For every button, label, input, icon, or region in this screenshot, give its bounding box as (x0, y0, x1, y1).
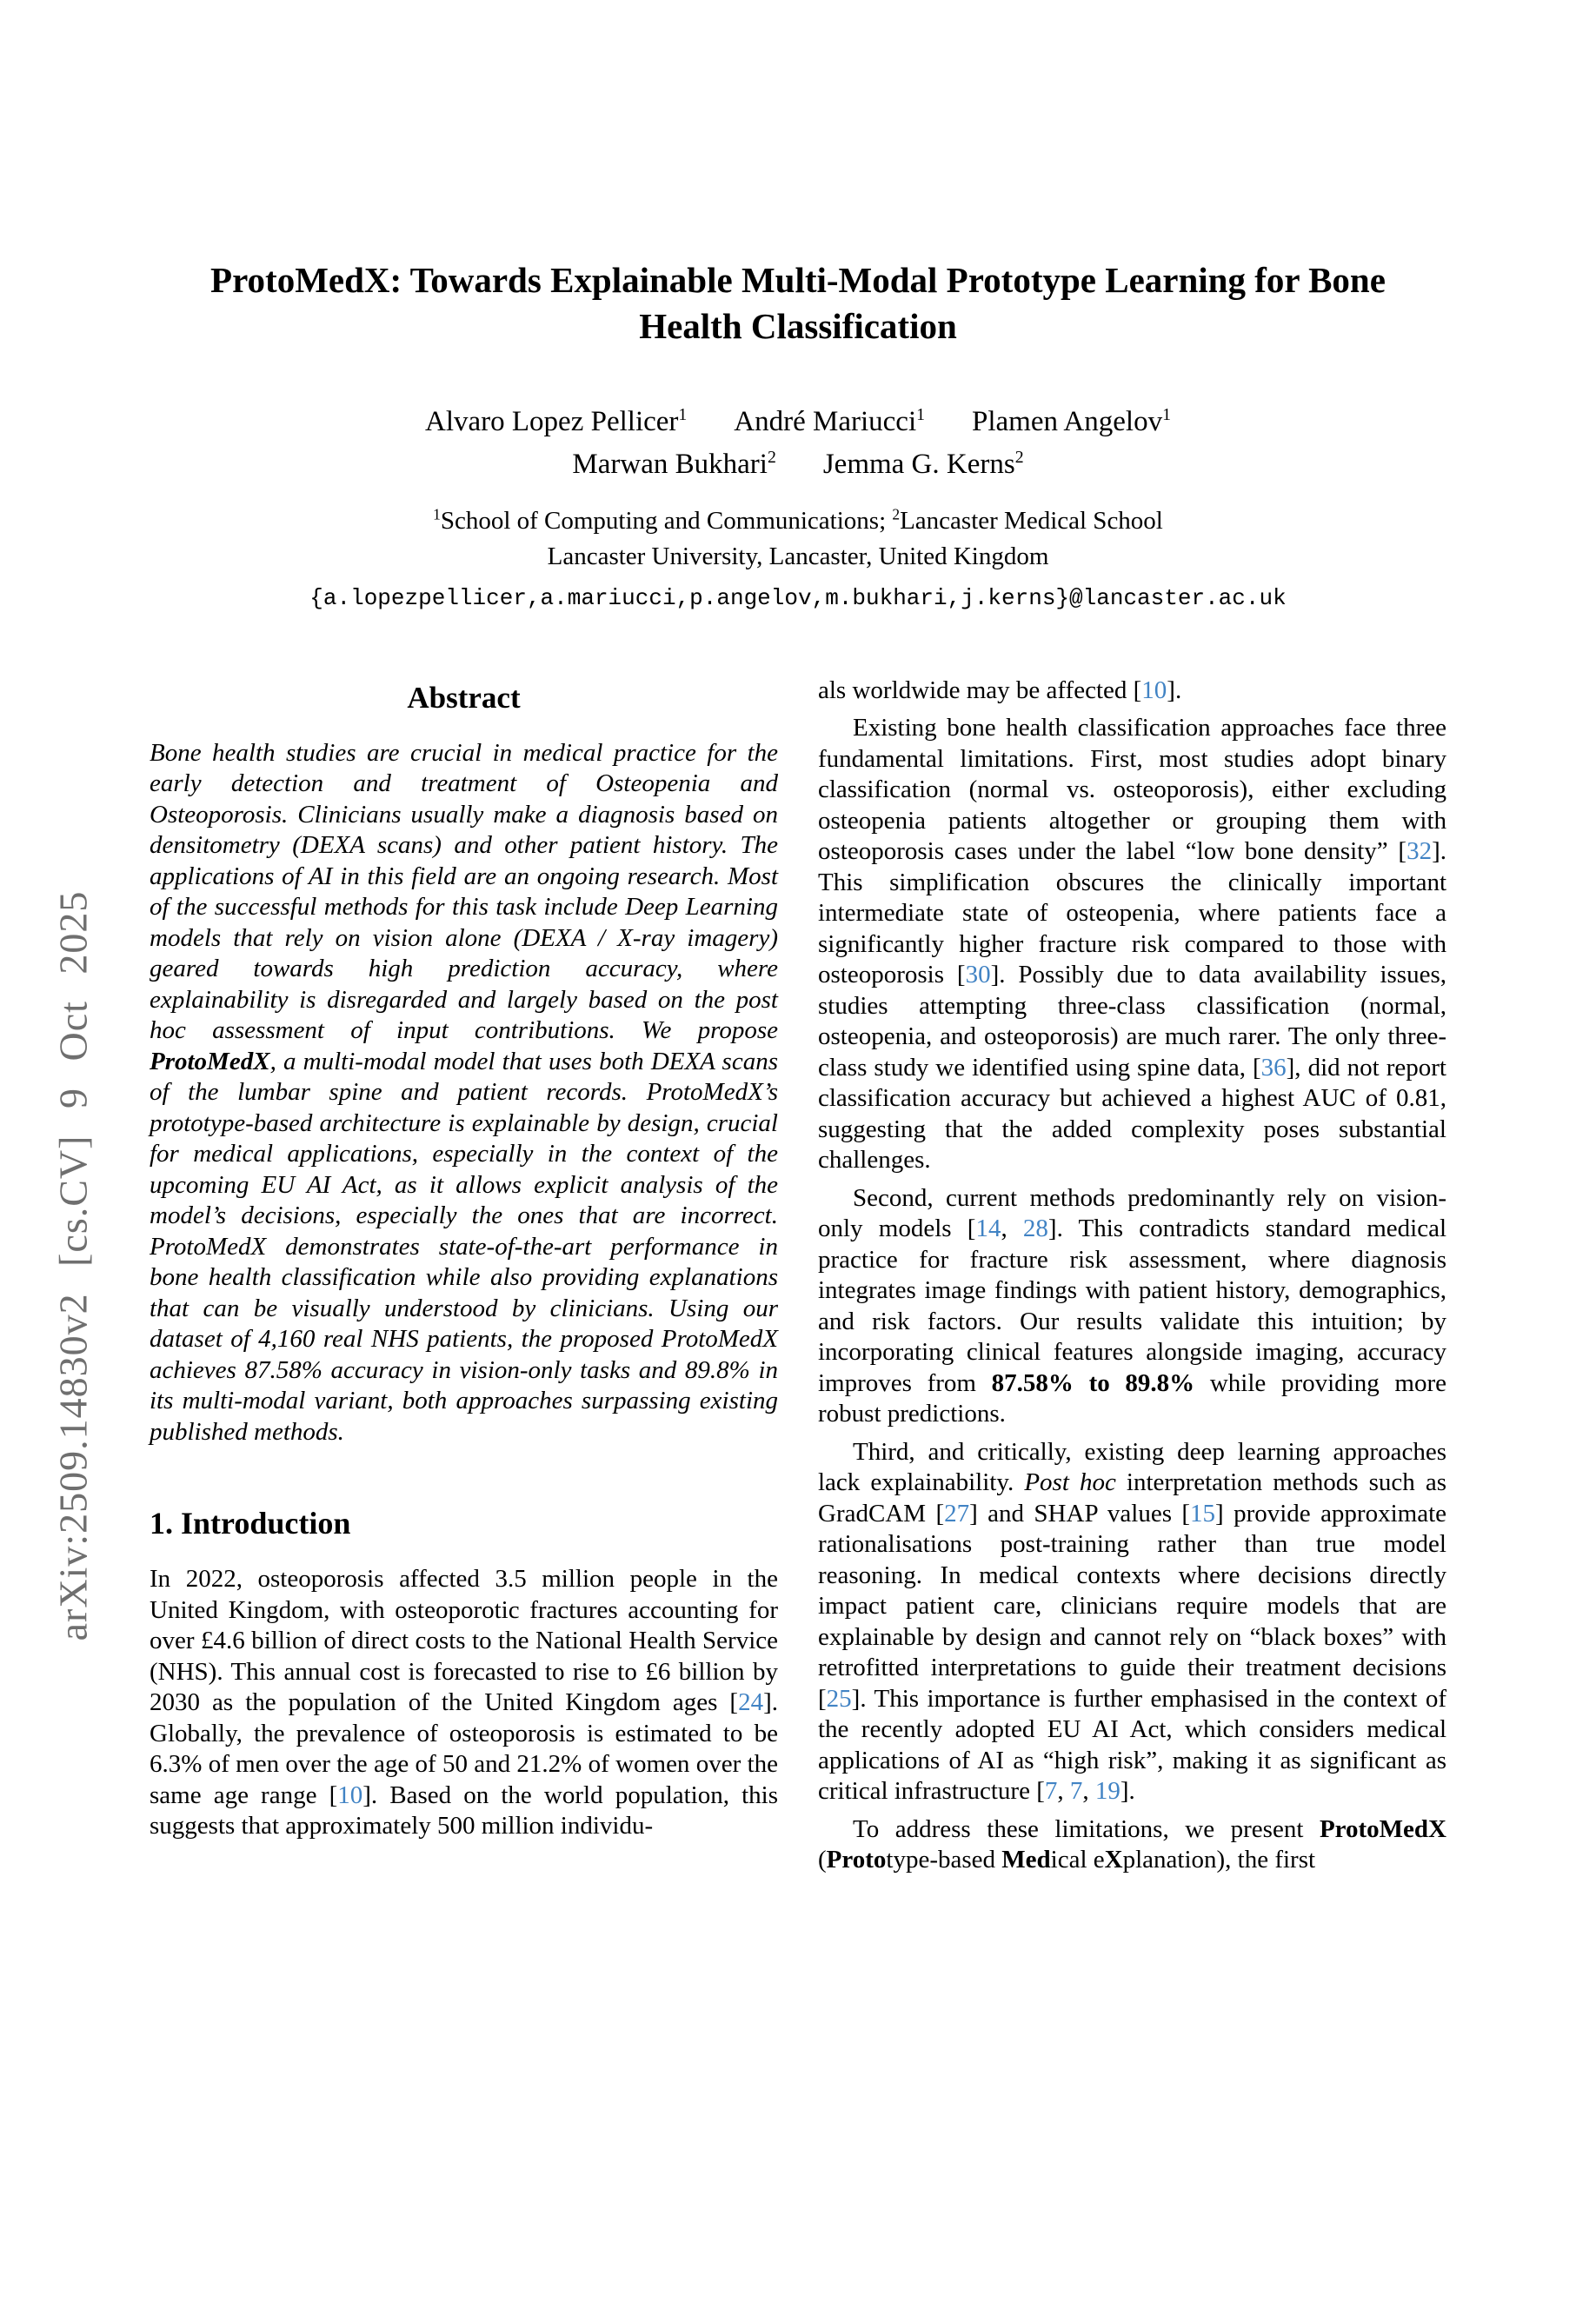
text-run: Post hoc (1024, 1468, 1116, 1497)
author (734, 406, 925, 438)
text-run: ]. This simplification obscures the clinically important intermediate state of osteopenia, where patients face a significantly higher fracture risk compared to those with osteoporosis [ (818, 837, 1446, 989)
author-affiliation-mark: 1 (916, 404, 926, 424)
abstract-heading: Abstract (407, 680, 521, 715)
text-run: Med (1001, 1846, 1051, 1874)
author (823, 449, 1024, 481)
text-run: planation), the first (1122, 1846, 1316, 1874)
paper-title: ProtoMedX: Towards Explainable Multi-Modal Prototype Learning for Bone Health Classification (210, 260, 1386, 347)
section-heading-introduction: 1. Introduction (150, 1506, 351, 1541)
text-run: ]. Possibly due to data availability issues, studies attempting three-class classification (normal, osteopenia, and osteoporosis) are much rarer. The only three-class study we identified using spine data, [ (818, 961, 1446, 1082)
text-run: ( (818, 1846, 827, 1874)
introduction-paragraph-1 (150, 1564, 778, 1842)
author-name: Marwan Bukhari (572, 448, 768, 480)
citation-link[interactable]: 25 (826, 1684, 852, 1713)
text-run: 1 (433, 504, 441, 523)
text-run: , (1001, 1215, 1023, 1243)
right-paragraph-continuation (818, 676, 1446, 707)
author-name: Alvaro Lopez Pellicer (425, 405, 679, 437)
citation-link[interactable]: 10 (1141, 676, 1167, 704)
citation-link[interactable]: 15 (1190, 1499, 1216, 1528)
text-run: ]. Globally, the prevalence of osteoporosis is estimated to be 6.3% of men over the age of 50 and 21.2% of women over the same age range [ (150, 1688, 778, 1809)
citation-link[interactable]: 7 (1069, 1777, 1083, 1806)
citation-link[interactable]: 28 (1022, 1215, 1048, 1243)
text-run: ProtoMedX (1319, 1814, 1446, 1843)
citation-link[interactable]: 27 (944, 1499, 970, 1528)
text-run: To address these limitations, we present (853, 1814, 1320, 1843)
text-run: type-based (886, 1846, 1002, 1874)
text-run: School of Computing and Communications; (440, 506, 893, 535)
affiliation-line-1 (0, 504, 1596, 536)
left-column (150, 676, 778, 1883)
text-run: 2 (892, 504, 901, 523)
right-paragraph-limitation-3 (818, 1437, 1446, 1807)
authors-row-2 (0, 449, 1596, 481)
text-run: ] and SHAP values [ (969, 1499, 1191, 1528)
abstract-paragraph (150, 738, 778, 1448)
citation-link[interactable]: 10 (337, 1781, 363, 1809)
right-column (818, 676, 1446, 1883)
text-run: while providing more robust predictions. (818, 1368, 1446, 1428)
author-name: Jemma G. Kerns (822, 448, 1015, 480)
text-run: ProtoMedX (150, 1047, 270, 1075)
author-affiliation-mark: 1 (678, 404, 688, 424)
text-run: ]. Based on the world population, this suggests that approximately 500 million individu- (150, 1781, 779, 1840)
text-run: ] provide approximate rationalisations post-training rather than true model reasoning. In medical contexts where decisions directly impact patient care, clinicians require models that are explainable by design and cannot rely on “black boxes” with retrofitted interpretations to guide their treatment decisions [ (818, 1499, 1447, 1713)
author-affiliation-mark: 2 (1014, 447, 1024, 467)
paper-page (0, 257, 1596, 2323)
text-run: , (1057, 1777, 1070, 1806)
right-paragraph-contribution (818, 1814, 1446, 1876)
author-name: André Mariucci (734, 405, 917, 437)
author-affiliation-mark: 2 (767, 447, 776, 467)
text-run: , a multi-modal model that uses both DEXA scans of the lumbar spine and patient records. ProtoMedX’s prototype-based architecture is explainable by design, crucial for medical applications, especially in the context of the upcoming EU AI Act, as it allows explicit analysis of the model’s decisions, especially the ones that are incorrect. ProtoMedX demonstrates state-of-the-art performance in bone health classification while also providing explanations that can be visually understood by clinicians. Using our dataset of 4,160 real NHS patients, the proposed ProtoMedX achieves 87.58% accuracy in vision-only tasks and 89.8% in its multi-modal variant, both approaches surpassing existing published methods. (150, 1047, 778, 1446)
affiliation-line-2: Lancaster University, Lancaster, United Kingdom (547, 542, 1049, 570)
authors-email: {a.lopezpellicer,a.mariucci,p.angelov,m.bukhari,j.kerns}@lancaster.ac.uk (309, 584, 1287, 611)
text-run: ]. This importance is further emphasised in the context of the recently adopted EU AI Act, which considers medical applications of AI as “high risk”, making it as significant as critical infrastructure [ (818, 1684, 1446, 1806)
authors-row-1 (0, 406, 1596, 438)
text-run: X (1104, 1846, 1123, 1874)
text-run: interpretation methods such as GradCAM [ (818, 1468, 1447, 1528)
text-run: ical e (1050, 1846, 1105, 1874)
text-run: ]. (1167, 676, 1182, 704)
text-run: ], did not report classification accuracy but achieved a highest AUC of 0.81, suggesting that the added complexity poses substantial challenges. (818, 1053, 1446, 1175)
right-paragraph-limitation-1 (818, 713, 1446, 1176)
text-run: , (1082, 1777, 1095, 1806)
citation-link[interactable]: 19 (1094, 1777, 1121, 1806)
text-run: Existing bone health classification approaches face three fundamental limitations. First, most studies adopt binary classification (normal vs. osteoporosis), either excluding osteopenia patients altogether or grouping them with osteoporosis cases under the label “low bone density” [ (818, 714, 1446, 866)
text-run: 87.58% to 89.8% (991, 1368, 1195, 1397)
text-run: Bone health studies are crucial in medical practice for the early detection and treatment of Osteopenia and Osteoporosis. Clinicians usually make a diagnosis based on densitometry (DEXA scans) and other patient history. The applications of AI in this field are an ongoing research. Most of the successful methods for this task include Deep Learning models that rely on vision alone (DEXA / X-ray imagery) geared towards high prediction accuracy, where explainability is disregarded and largely based on the post hoc assessment of input contributions. We propose (150, 738, 778, 1045)
text-run: ]. This contradicts standard medical practice for fracture risk assessment, where diagnosis integrates image findings with patient history, demographics, and risk factors. Our results validate this intuition; by incorporating clinical features alongside imaging, accuracy improves from (818, 1215, 1447, 1397)
citation-link[interactable]: 7 (1044, 1777, 1058, 1806)
citation-link[interactable]: 14 (975, 1215, 1001, 1243)
citation-link[interactable]: 32 (1406, 837, 1433, 866)
citation-link[interactable]: 24 (738, 1688, 764, 1717)
text-run: Lancaster Medical School (900, 506, 1163, 535)
author (425, 406, 687, 438)
text-run: Second, current methods predominantly rely on vision-only models [ (818, 1183, 1446, 1243)
text-run: Third, and critically, existing deep learning approaches lack explainability. (818, 1437, 1446, 1497)
author-affiliation-mark: 1 (1162, 404, 1171, 424)
right-paragraph-limitation-2 (818, 1183, 1446, 1430)
citation-link[interactable]: 36 (1260, 1053, 1287, 1082)
text-run: als worldwide may be affected [ (818, 676, 1142, 704)
citation-link[interactable]: 30 (965, 961, 991, 989)
text-run: ]. (1120, 1777, 1135, 1806)
author-name: Plamen Angelov (972, 405, 1163, 437)
author (572, 449, 775, 481)
text-run: In 2022, osteoporosis affected 3.5 million people in the United Kingdom, with osteoporotic fractures accounting for over £4.6 billion of direct costs to the National Health Service (NHS). This annual cost is forecasted to rise to £6 billion by 2030 as the population of the United Kingdom ages [ (150, 1565, 778, 1717)
arxiv-watermark: arXiv:2509.14830v2 [cs.CV] 9 Oct 2025 (50, 890, 96, 1641)
author (972, 406, 1171, 438)
text-run: Proto (826, 1846, 887, 1874)
content-columns (0, 676, 1596, 1883)
